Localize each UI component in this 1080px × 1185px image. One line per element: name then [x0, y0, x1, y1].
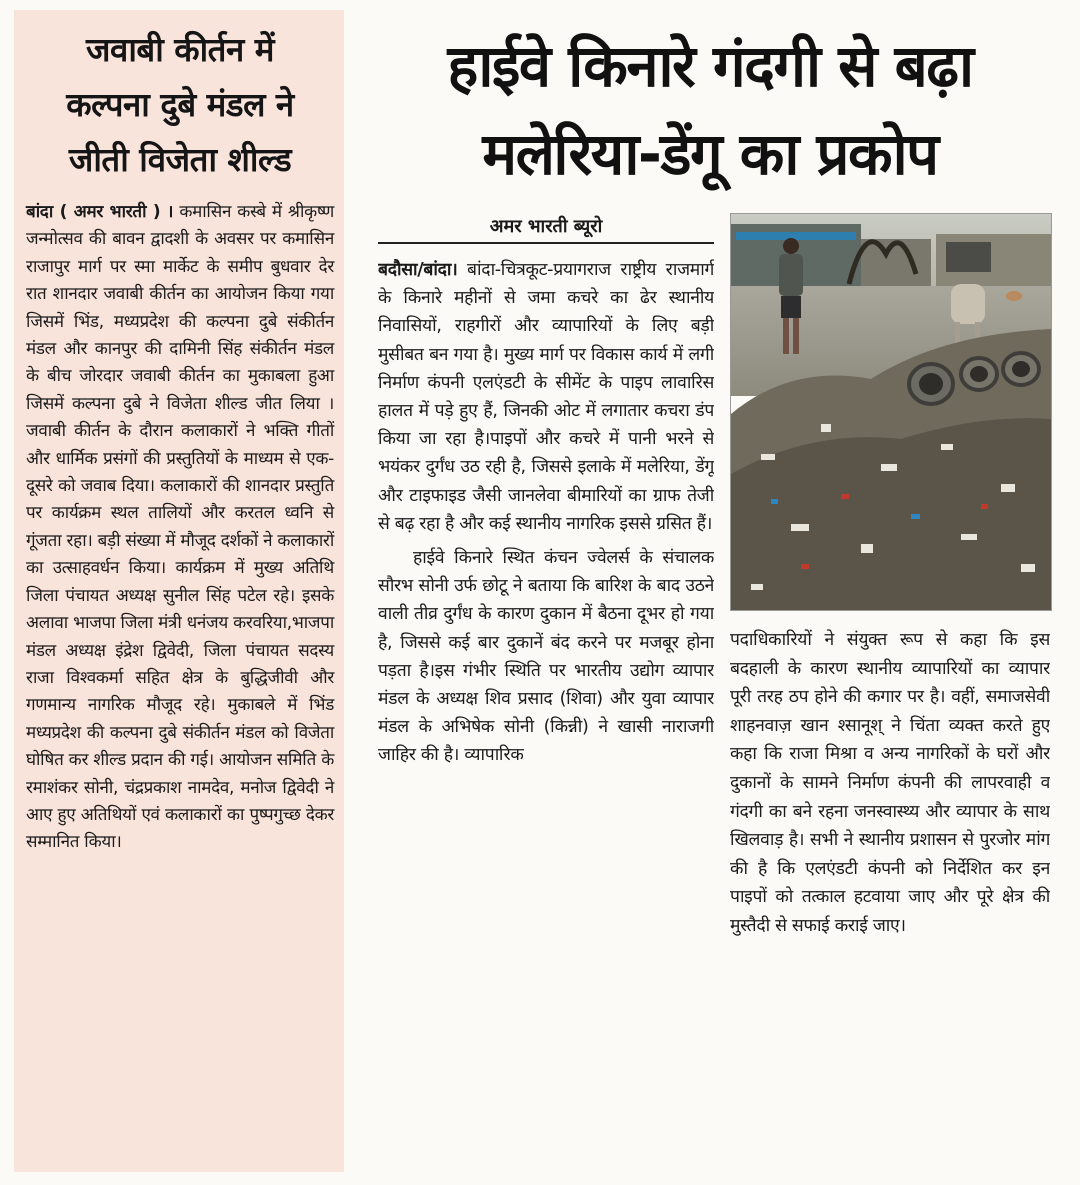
- left-headline-line-1: जवाबी कीर्तन में: [86, 30, 274, 69]
- main-article-column-1: [378, 256, 714, 1166]
- left-article-dateline: बांदा ( अमर भारती ) ।: [26, 202, 174, 222]
- main-headline-line-2: मलेरिया-डेंगू का प्रकोप: [482, 120, 938, 188]
- main-headline-line-1: हाईवे किनारे गंदगी से बढ़ा: [447, 32, 973, 100]
- main-article-dateline: बदौसा/बांदा।: [378, 260, 458, 280]
- main-article-byline: अमर भारती ब्यूरो: [378, 214, 714, 244]
- left-headline-line-2: कल्पना दुबे मंडल ने: [66, 85, 294, 124]
- garbage-roadside-photo: [730, 213, 1052, 611]
- left-article: [14, 10, 344, 1172]
- main-article-paragraph-1: [378, 256, 714, 538]
- main-article-headline: [360, 22, 1060, 198]
- main-article-paragraph-3: पदाधिकारियों ने संयुक्त रूप से कहा कि इस बदहाली के कारण स्थानीय व्यापारियों का व्यापार पूरी तरह ठप होने की कगार पर है। वहीं, समाजसेवी शाहनवाज़ खान श्सानूश् ने चिंता व्यक्त करते हुए कहा कि राजा मिश्रा व अन्य नागरिकों के घरों और दुकानों के सामने निर्माण कंपनी की लापरवाही व गंदगी का बने रहना जनस्वास्थ्य और व्यापार के साथ खिलवाड़ है। सभी ने स्थानीय प्रशासन से पुरजोर मांग की है कि एलएंडटी कंपनी को निर्देशित कर इन पाइपों को तत्काल हटवाया जाए और पूरे क्षेत्र की मुस्तैदी से सफाई कराई जाए।: [730, 630, 1050, 936]
- left-article-body: [26, 199, 334, 857]
- left-article-text: कमासिन कस्बे में श्रीकृष्ण जन्मोत्सव की बावन द्वादशी के अवसर पर कमासिन राजापुर मार्ग पर स्मा मार्केट के समीप बुधवार देर रात शानदार जवाबी कीर्तन का आयोजन किया गया जिसमें भिंड, मध्यप्रदेश की कल्पना दुबे संकीर्तन मंडल और कानपुर की दामिनी सिंह संकीर्तन मंडल के बीच जोरदार जवाबी कीर्तन का मुकाबला हुआ जिसमें कल्पना दुबे ने विजेता शील्ड जीत लिया । जवाबी कीर्तन के दौरान कलाकारों ने भक्ति गीतों और धार्मिक प्रसंगों की प्रस्तुतियों के माध्यम से एक-दूसरे को जवाब दिया। कलाकारों की शानदार प्रस्तुति पर कार्यक्रम स्थल तालियों और करतल ध्वनि से गूंजता रहा। बड़ी संख्या में मौजूद दर्शकों ने कलाकारों का उत्साहवर्धन किया। कार्यक्रम में मुख्य अतिथि जिला पंचायत अध्यक्ष सुनील सिंह पटेल रहे। इसके अलावा भाजपा जिला मंत्री धनंजय करवरिया,भाजपा मंडल अध्यक्ष इंद्रेश द्विवेदी, जिला पंचायत सदस्य राजा विश्वकर्मा सहित क्षेत्र के बुद्धिजीवी और गणमान्य नागरिक मौजूद रहे। मुकाबले में भिंड मध्यप्रदेश की कल्पना दुबे संकीर्तन मंडल को विजेता घोषित कर शील्ड प्रदान की गई। आयोजन समिति के रमाशंकर सोनी, चंद्रप्रकाश नामदेव, मनोज द्विवेदी ने आए हुए अतिथियों एवं कलाकारों का पुष्पगुच्छ देकर सम्मानित किया।: [26, 202, 334, 853]
- left-headline-line-3: जीती विजेता शील्ड: [68, 140, 292, 179]
- main-article-paragraph-2: हाईवे किनारे स्थित कंचन ज्वेलर्स के संचालक सौरभ सोनी उर्फ छोटू ने बताया कि बारिश के बाद उठने वाली तीव्र दुर्गंध के कारण दुकान में बैठना दूभर हो गया है, जिससे कई बार दुकानें बंद करने पर मजबूर होना पड़ता है।इस गंभीर स्थिति पर भारतीय उद्योग व्यापार मंडल के अध्यक्ष शिव प्रसाद (शिवा) और युवा व्यापार मंडल के अभिषेक सोनी (किन्नी) ने खासी नाराजगी जाहिर की है। व्यापारिक: [378, 548, 714, 766]
- left-article-headline: [26, 22, 334, 187]
- main-article-para1-text: बांदा-चित्रकूट-प्रयागराज राष्ट्रीय राजमार्ग के किनारे महीनों से जमा कचरे का ढेर स्थानीय निवासियों, राहगीरों और व्यापारियों के लिए बड़ी मुसीबत बन गया है। मुख्य मार्ग पर विकास कार्य में लगी निर्माण कंपनी एलएंडटी के सीमेंट के पाइप लावारिस हालत में पड़े हुए हैं, जिनकी ओट में लगातार कचरा डंप किया जा रहा है।पाइपों और कचरे में पानी भरने से भयंकर दुर्गंध उठ रही है, जिससे इलाके में मलेरिया, डेंगू और टाइफाइड जैसी जानलेवा बीमारियों का ग्राफ तेजी से बढ़ रहा है और कई स्थानीय नागरिक इससे ग्रसित हैं।: [378, 260, 714, 534]
- main-article-column-2: [730, 626, 1050, 1166]
